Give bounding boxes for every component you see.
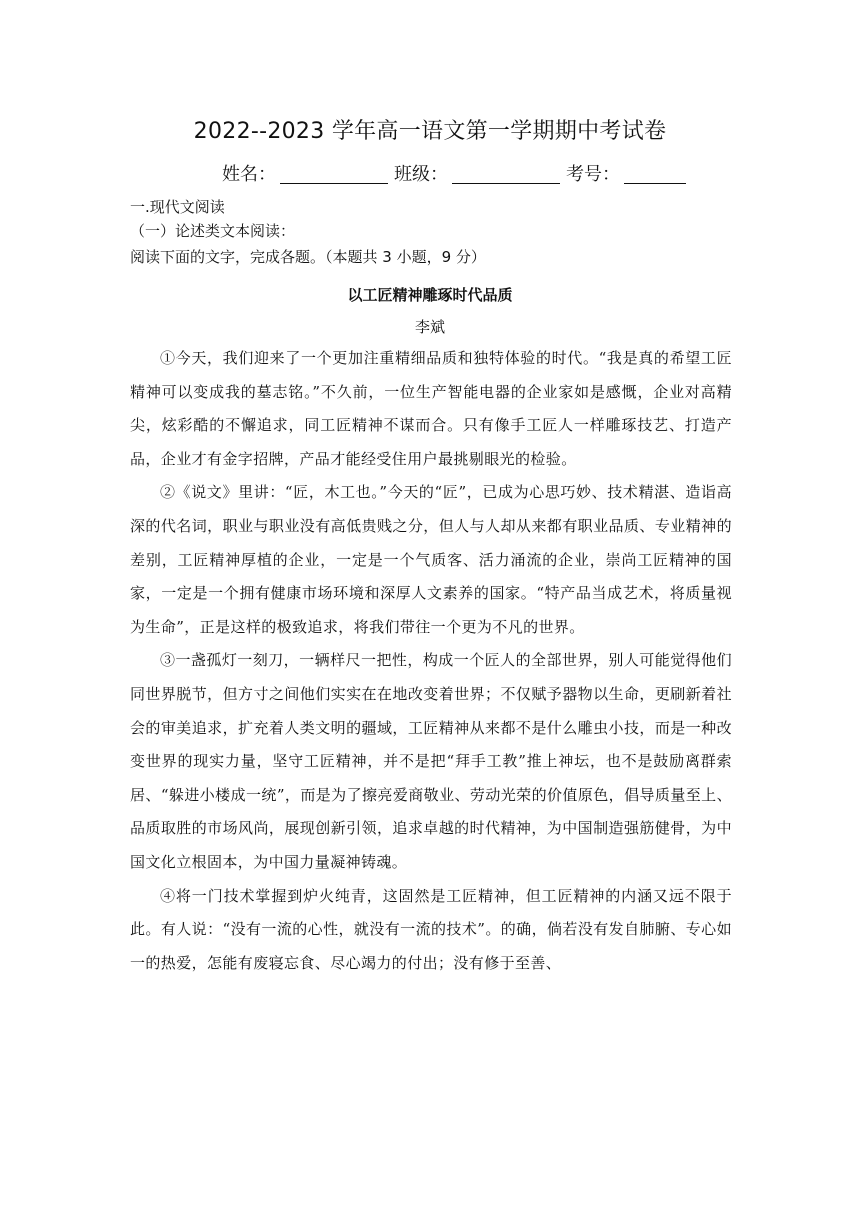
article-body — [130, 342, 732, 980]
exam-id-blank[interactable] — [624, 163, 686, 184]
reading-instruction: 阅读下面的文字，完成各题。（本题共 3 小题，9 分） — [130, 248, 486, 266]
exam-title: 2022--2023 学年高一语文第一学期期中考试卷 — [193, 119, 667, 144]
article-paragraph-4: ④将一门技术掌握到炉火纯青，这固然是工匠精神，但工匠精神的内涵又远不限于此。有人说：“没有一流的心性，就没有一流的技术”。的确，倘若没有发自肺腑、专心如一的热爱，怎能有废寝忘食、尽心竭力的付出；没有修于至善、 — [130, 886, 732, 972]
class-blank[interactable] — [452, 163, 560, 184]
class-label: 班级： — [394, 164, 448, 185]
article-title: 以工匠精神雕琢时代品质 — [347, 286, 513, 304]
article-paragraph-3: ③一盏孤灯一刻刀，一辆样尺一把性，构成一个匠人的全部世界，别人可能觉得他们同世界脱节，但方寸之间他们实实在在地改变着世界；不仅赋予器物以生命，更刷新着社会的审美追求，扩充着人类文明的疆域，工匠精神从来都不是什么雕虫小技，而是一种改变世界的现实力量，坚守工匠精神，并不是把“拜手工教”推上神坛，也不是鼓励离群索居、“躲进小楼成一统”，而是为了擦亮爱商敬业、劳动光荣的价值原色，倡导质量至上、品质取胜的市场风尚，展现创新引领，追求卓越的时代精神，为中国制造强筋健骨，为中国文化立根固本，为中国力量凝神铸魂。 — [130, 651, 732, 871]
article-paragraph-1: ①今天，我们迎来了一个更加注重精细品质和独特体验的时代。“我是真的希望工匠精神可以变成我的墓志铭。”不久前，一位生产智能电器的企业家如是感慨，企业对高精尖，炫彩酷的不懈追求，同工匠精神不谋而合。只有像手工匠人一样雕琢技艺、打造产品，企业才有金字招牌，产品才能经受住用户最挑剔眼光的检验。 — [130, 349, 732, 468]
section-heading: 一.现代文阅读 — [130, 198, 225, 216]
student-info-row — [222, 160, 732, 186]
article-paragraph-2: ②《说文》里讲：“匠，木工也。”今天的“匠”，已成为心思巧妙、技术精湛、造诣高深的代名词，职业与职业没有高低贵贱之分，但人与人却从来都有职业品质、专业精神的差别，工匠精神厚植的企业，一定是一个气质客、活力涌流的企业，崇尚工匠精神的国家，一定是一个拥有健康市场环境和深厚人文素养的国家。“特产品当成艺术，将质量视为生命”，正是这样的极致追求，将我们带往一个更为不凡的世界。 — [130, 483, 732, 636]
section-subheading: （一）论述类文本阅读： — [130, 222, 296, 240]
name-blank[interactable] — [280, 163, 388, 184]
exam-id-label: 考号： — [566, 164, 620, 185]
name-label: 姓名： — [222, 164, 276, 185]
article-author: 李斌 — [414, 318, 445, 336]
